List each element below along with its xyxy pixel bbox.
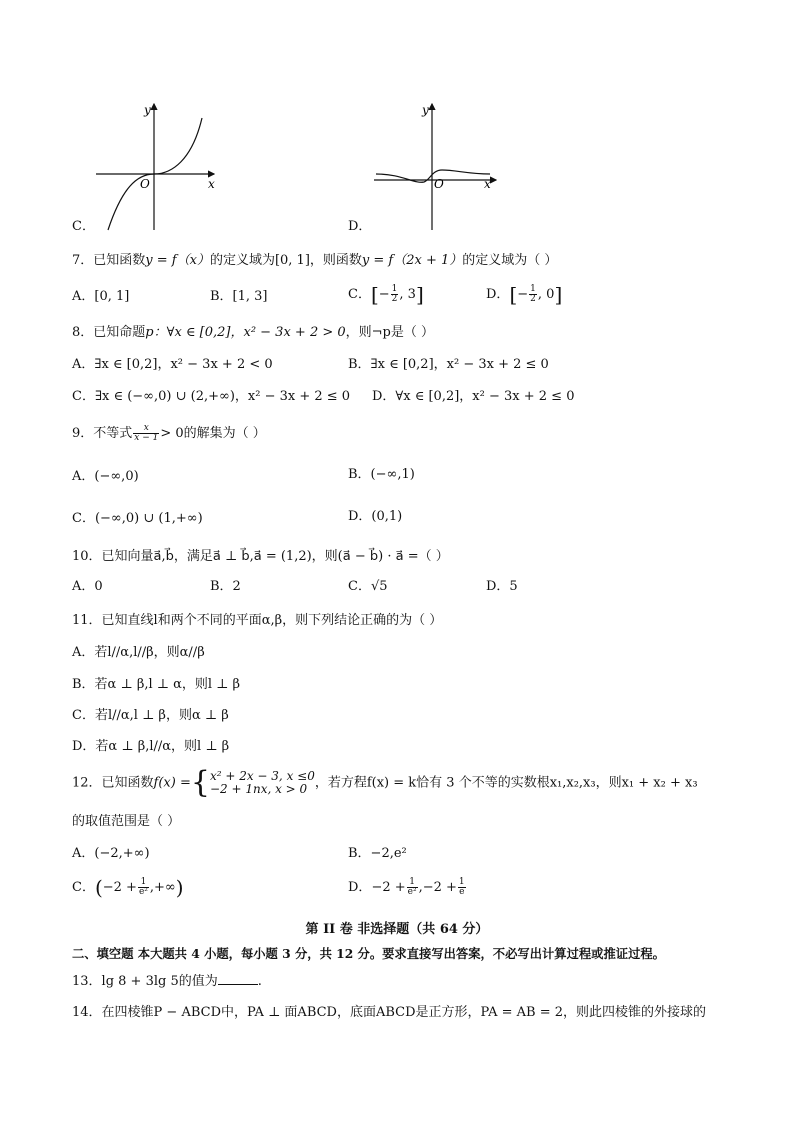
origin-label: O: [434, 177, 444, 191]
q10-option-b: B．2: [210, 579, 241, 594]
q7-option-a: A．[0, 1]: [72, 289, 130, 304]
origin-label: O: [140, 177, 150, 191]
q10-option-a: A．0: [72, 579, 103, 594]
graph-d: [372, 98, 502, 233]
q11-option-d: D．若α ⊥ β,l//α，则l ⊥ β: [72, 739, 230, 754]
q12-option-b: B．−2,e²: [348, 846, 407, 861]
q7-stem: 7．已知函数y = f（x）的定义域为[0, 1]，则函数y = f（2x + 1）的定义域为（ ）: [72, 253, 558, 268]
part2-section-heading: 二、填空题 本大题共 4 小题，每小题 3 分，共 12 分。要求直接写出答案，不必写出计算过程或推证过程。: [72, 946, 665, 961]
q9-option-b: B．(−∞,1): [348, 467, 415, 482]
q8-option-d: D．∀x ∈ [0,2]，x² − 3x + 2 ≤ 0: [372, 389, 575, 404]
q11-stem: 11．已知直线l和两个不同的平面α,β，则下列结论正确的为（ ）: [72, 613, 443, 628]
part2-title: 第 II 卷 非选择题（共 64 分）: [305, 922, 489, 937]
y-label: y: [144, 103, 151, 117]
q12-stem: 12．已知函数f(x) ={ x² + 2x − 3, x ≤0 −2 + 1nx, x > 0 ，若方程f(x) = k恰有 3 个不等的实数根x₁,x₂,x₃，则x₁ + x₂ + x₃: [72, 765, 698, 800]
graph-c: [92, 98, 222, 233]
q9-option-a: A．(−∞,0): [72, 469, 139, 484]
q8-option-c: C．∃x ∈ (−∞,0) ∪ (2,+∞)，x² − 3x + 2 ≤ 0: [72, 389, 351, 404]
q11-option-c: C．若l//α,l ⊥ β，则α ⊥ β: [72, 708, 229, 723]
q8-option-a: A．∃x ∈ [0,2]，x² − 3x + 2 < 0: [72, 357, 273, 372]
q9-option-c: C．(−∞,0) ∪ (1,+∞): [72, 511, 203, 526]
graph-c-option-label: C．: [72, 219, 95, 234]
q11-option-a: A．若l//α,l//β，则α//β: [72, 645, 205, 660]
q12-option-a: A．(−2,+∞): [72, 846, 150, 861]
q13-stem: 13．lg 8 + 3lg 5的值为 .: [72, 974, 262, 989]
q12-option-d: D．−2 + $\frac{1}{\text{e²}}$ ,−2 + $\frac{1}{e}$: [348, 877, 465, 897]
q7-option-c: C．[− $\frac{1}{2}$ , 3]: [348, 282, 424, 307]
graph-d-option-label: D．: [348, 219, 372, 234]
q9-option-d: D．(0,1): [348, 509, 403, 524]
q7-option-b: B．[1, 3]: [210, 289, 268, 304]
q8-stem: 8．已知命题p：∀x ∈ [0,2]，x² − 3x + 2 > 0，则¬p是（ ）: [72, 325, 435, 340]
q10-stem: 10．已知向量a⃗,b⃗，满足a⃗ ⊥ b⃗,a⃗ = (1,2)，则(a⃗ − b⃗) · a⃗ =（ ）: [72, 549, 449, 564]
q10-option-d: D．5: [486, 579, 518, 594]
answer-blank[interactable]: [218, 972, 258, 985]
q10-option-c: C．√5: [348, 579, 388, 594]
q9-stem: 9．不等式 $\frac{x}{x - 1}$ > 0的解集为（ ）: [72, 423, 266, 443]
q14-stem: 14．在四棱锥P − ABCD中，PA ⊥ 面ABCD，底面ABCD是正方形，PA = AB = 2，则此四棱锥的外接球的: [72, 1005, 707, 1020]
x-label: x: [484, 177, 491, 191]
q8-option-b: B．∃x ∈ [0,2]，x² − 3x + 2 ≤ 0: [348, 357, 549, 372]
q11-option-b: B．若α ⊥ β,l ⊥ α，则l ⊥ β: [72, 677, 241, 692]
x-label: x: [208, 177, 215, 191]
y-label: y: [422, 103, 429, 117]
q12-option-c: C．(−2 + $\frac{1}{\text{e²}}$ ,+∞): [72, 875, 184, 900]
q7-option-d: D．[− $\frac{1}{2}$ , 0]: [486, 282, 563, 307]
q12-stem-cont: 的取值范围是（ ）: [72, 814, 181, 829]
